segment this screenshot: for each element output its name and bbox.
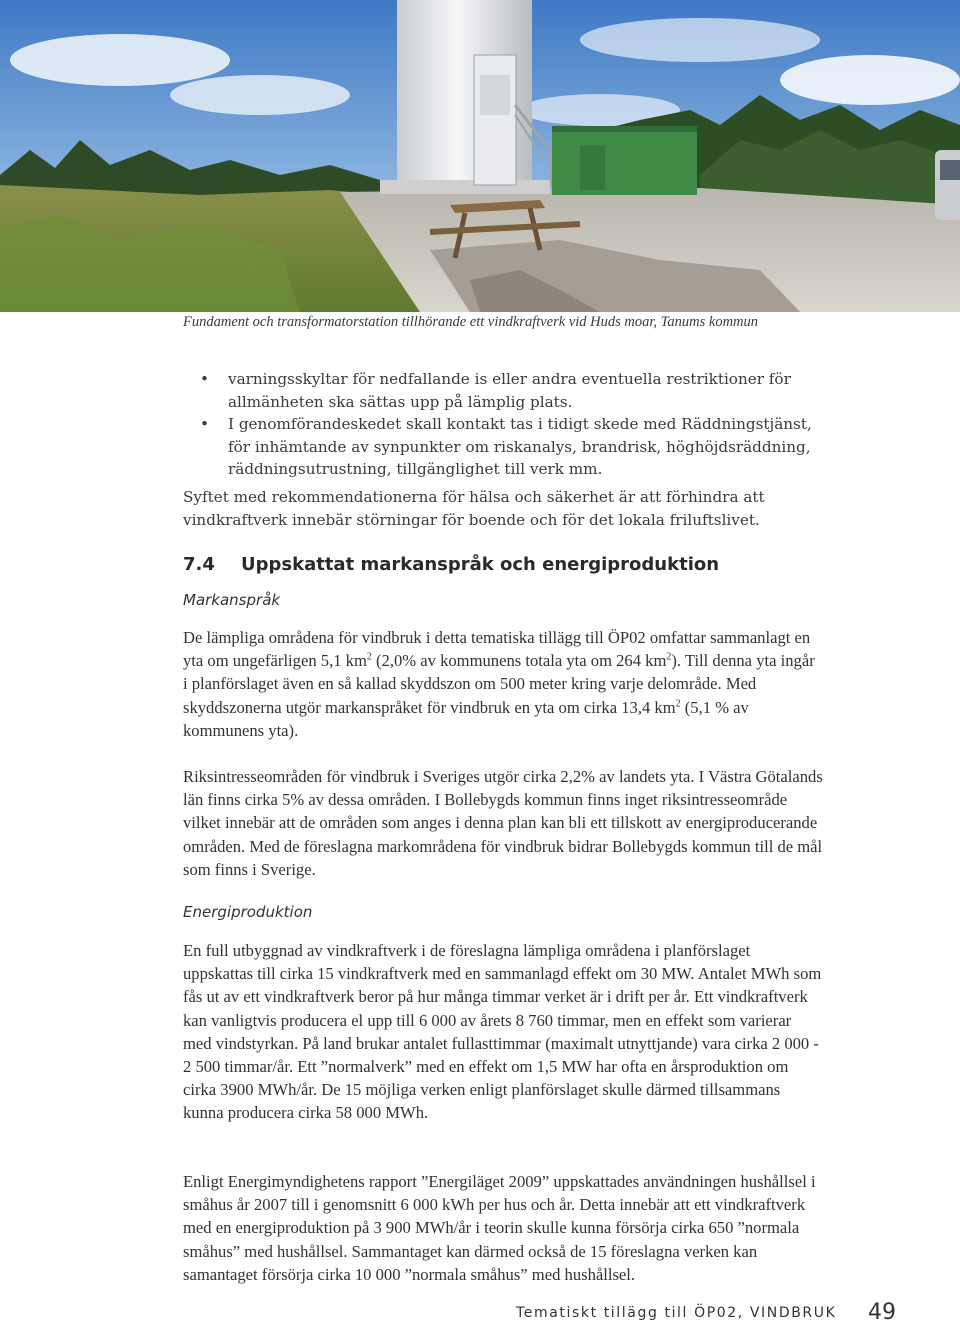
list-item — [183, 368, 823, 413]
paragraph-part: (5,1 % av kommunens yta). — [183, 697, 749, 740]
section-number: 7.4 — [183, 554, 215, 575]
list-item — [183, 413, 823, 481]
paragraph-energy-production: En full utbyggnad av vindkraftverk i de föreslagna lämpliga områdena i planförslaget uppskattas till cirka 15 vindkraftverk med en sammanlagd effekt om 30 MW. Antalet MWh som fås ut av ett vindkraftverk beror på hur många timmar verket är i drift per år. Ett vindkraftverk kan vanligtvis producera el upp till 6 000 av årets 8 760 timmar, men en effekt som varierar med vindstyrkan. På land brukar antalet fullasttimmar (maximalt utnyttjande) vara cirka 2 000 - 2 500 timmar/år. Ett ”normalverk” med en effekt om 1,5 MW har ofta en årsproduktion om cirka 3900 MWh/år. De 15 möjliga verken enligt planförslaget skulle därmed tillsammans kunna producera cirka 58 000 MWh. — [183, 941, 822, 1123]
superscript: 2 — [675, 698, 681, 710]
paragraph-part: (2,0% av kommunens totala yta om 264 km — [371, 651, 667, 671]
page-number: 49 — [868, 1300, 896, 1325]
paragraph-part: ). Till denna yta ingår i planförslaget även en så kallad skyddszon om 500 meter kring varje delområde. Med skyddszonerna utgör markanspråket för vindbruk en yta om cirka 13,4 km — [183, 651, 815, 717]
hero-photo — [0, 0, 960, 312]
purpose-paragraph: Syftet med rekommendationerna för hälsa och säkerhet är att förhindra att vindkraftverk innebär störningar för boende och för det lokala friluftslivet. — [183, 488, 765, 529]
photo-caption: Fundament och transformatorstation tillhörande ett vindkraftverk vid Huds moar, Tanums kommun — [183, 314, 759, 330]
paragraph-national-interest: Riksintresseområden för vindbruk i Sveriges utgör cirka 2,2% av landets yta. I Västra Götalands län finns cirka 5% av dessa områden. I Bollebygds kommun finns inget riksintresseområde vilket innebär att de områden som anges i denna plan kan bli ett tillskott av energiproducerande områden. Med de föreslagna markområdena för vindbruk bidrar Bollebygds kommun till de mål som finns i Sverige. — [183, 767, 823, 879]
bullet-dot-icon: • — [200, 415, 209, 433]
wind-turbine-photo — [0, 0, 960, 312]
bullet-text: varningsskyltar för nedfallande is eller andra eventuella restriktioner för allmänheten ska sättas upp på lämplig plats. — [228, 370, 791, 411]
section-heading — [183, 554, 883, 575]
paragraph-part: De lämpliga områdena för vindbruk i detta tematiska tillägg till ÖP02 omfattar sammanlagt en yta om ungefärligen 5,1 km — [183, 628, 811, 671]
bullet-list — [183, 368, 823, 481]
superscript: 2 — [366, 651, 372, 663]
bullet-dot-icon: • — [200, 370, 209, 388]
footer-title: Tematiskt tillägg till ÖP02, VINDBRUK — [516, 1305, 837, 1321]
section-title: Uppskattat markanspråk och energiproduktion — [241, 554, 720, 575]
paragraph-land-use — [183, 626, 823, 742]
paragraph-household-supply: Enligt Energimyndighetens rapport ”Energiläget 2009” uppskattades användningen hushållsel i småhus år 2007 till i genomsnitt 6 000 kWh per hus och år. Detta innebär att ett vindkraftverk med en energiproduktion på 3 900 MWh/år i teorin skulle kunna försörja cirka 650 ”normala småhus” med hushållsel. Sammantaget kan därmed också de 15 föreslagna verken kan samantaget försörja cirka 10 000 ”normala småhus” med hushållsel. — [183, 1172, 816, 1284]
superscript: 2 — [666, 651, 672, 663]
subheading-markansprak: Markanspråk — [183, 591, 281, 609]
subheading-energiproduktion: Energiproduktion — [183, 903, 313, 921]
bullet-text: I genomförandeskedet skall kontakt tas i tidigt skede med Räddningstjänst, för inhämtande av synpunkter om riskanalys, brandrisk, höghöjdsräddning, räddningsutrustning, tillgänglighet till verk mm. — [228, 415, 812, 478]
